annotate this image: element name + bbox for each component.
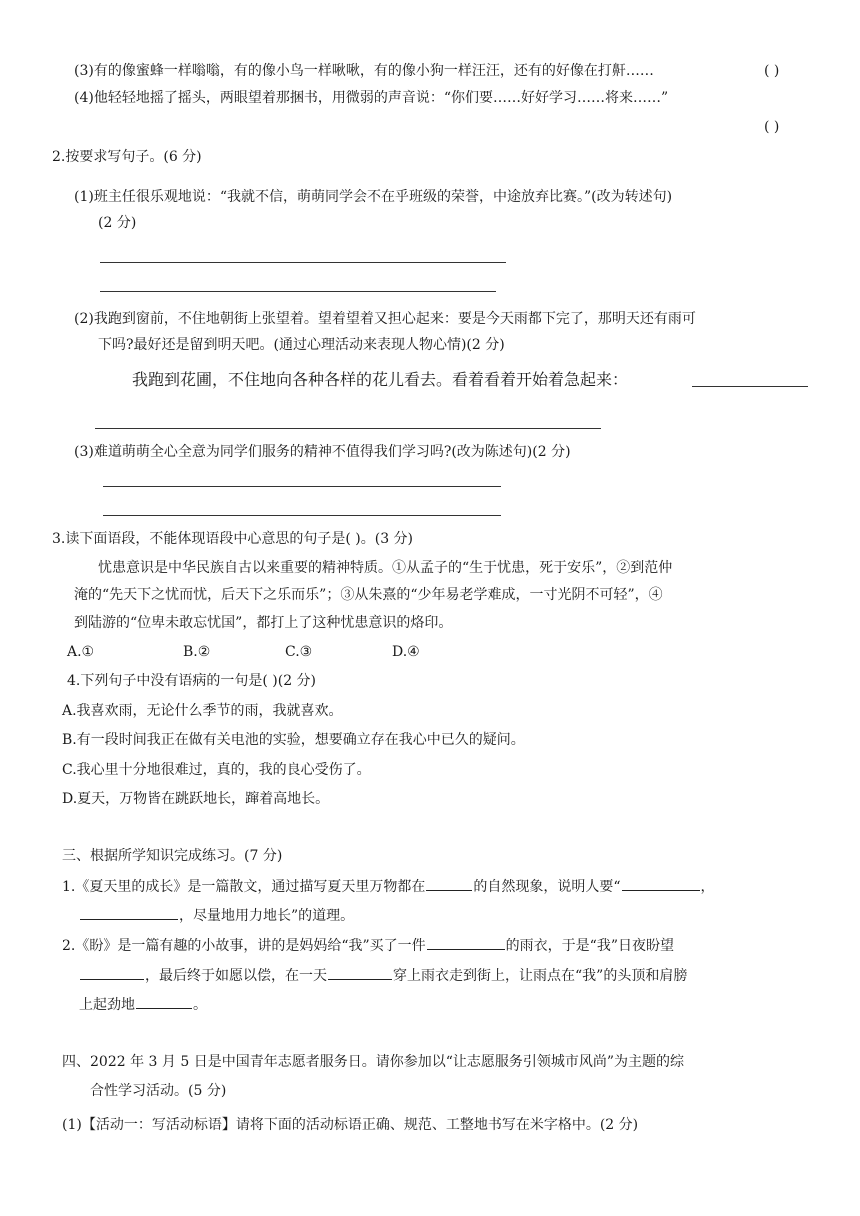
s3-q2-text-b: 的雨衣，于是“我”日夜盼望 <box>505 938 674 954</box>
s3-q1-line1 <box>62 876 715 897</box>
option-d: D.④ <box>392 644 420 660</box>
section-4-title-line2: 合性学习活动。(5 分) <box>90 1083 227 1099</box>
answer-line[interactable] <box>100 291 496 292</box>
question-3-title: 3.读下面语段，不能体现语段中心意思的句子是( )。(3 分) <box>52 531 414 547</box>
section-4-title-line1: 四、2022 年 3 月 5 日是中国青年志愿者服务日。请你参加以“让志愿服务引领城市风尚”为主题的综 <box>62 1054 685 1070</box>
q2-item1-line2: (2 分) <box>98 215 137 231</box>
q3-passage-line2: 淹的“先天下之忧而忧，后天下之乐而乐”；③从朱熹的“少年易老学难成，一寸光阴不可轻”，④ <box>74 587 663 603</box>
fill-blank[interactable] <box>426 876 472 891</box>
answer-line[interactable] <box>103 515 501 516</box>
s3-q2-text-e: 上起劲地 <box>79 997 135 1013</box>
fill-blank[interactable] <box>622 876 700 891</box>
q-item-3-text: (3)有的像蜜蜂一样嗡嗡，有的像小鸟一样啾啾，有的像小狗一样汪汪，还有的好像在打鼾…… <box>74 63 654 79</box>
q2-item2-line2: 下吗?最好还是留到明天吧。(通过心理活动来表现人物心情)(2 分) <box>98 337 505 353</box>
q3-passage-line1: 忧患意识是中华民族自古以来重要的精神特质。①从孟子的“生于忧患，死于安乐”，②到范仲 <box>98 560 673 576</box>
s3-q1-text-d: ，尽量地用力地长”的道理。 <box>179 908 355 924</box>
fill-blank[interactable] <box>427 935 505 950</box>
fill-blank[interactable] <box>80 905 178 920</box>
answer-line[interactable] <box>692 386 808 387</box>
section-3-title: 三、根据所学知识完成练习。(7 分) <box>62 848 283 864</box>
s3-q1-text-a: 1.《夏天里的成长》是一篇散文，通过描写夏天里万物都在 <box>62 879 426 895</box>
q3-passage-line3: 到陆游的“位卑未敢忘忧国”，都打上了这种忧患意识的烙印。 <box>74 615 453 631</box>
option-b: B.② <box>183 644 211 660</box>
q-item-4: (4)他轻轻地摇了摇头，两眼望着那捆书，用微弱的声音说：“你们要……好好学习……将来……” <box>74 90 669 106</box>
q4-option-a: A.我喜欢雨，无论什么季节的雨，我就喜欢。 <box>62 703 343 719</box>
s3-q2-line1 <box>62 935 674 956</box>
answer-paren-4: ( ) <box>764 119 780 135</box>
s3-q1-line2 <box>79 905 354 926</box>
s3-q2-text-a: 2.《盼》是一篇有趣的小故事，讲的是妈妈给“我”买了一件 <box>62 938 426 954</box>
s3-q1-text-c: ， <box>700 879 715 895</box>
answer-paren-3: ( ) <box>764 63 780 79</box>
q4-option-b: B.有一段时间我正在做有关电池的实验，想要确立存在我心中已久的疑问。 <box>62 732 525 748</box>
answer-line[interactable] <box>103 486 501 487</box>
q2-item3: (3)难道萌萌全心全意为同学们服务的精神不值得我们学习吗?(改为陈述句)(2 分) <box>74 444 571 460</box>
answer-line[interactable] <box>95 428 601 429</box>
s3-q2-text-c: ，最后终于如愿以偿，在一天 <box>145 968 327 984</box>
q-item-3 <box>74 61 654 81</box>
option-c: C.③ <box>285 644 313 660</box>
q4-option-d: D.夏天，万物皆在跳跃地长，蹿着高地长。 <box>62 791 330 807</box>
s3-q2-line2 <box>79 965 687 986</box>
s3-q2-text-d: 穿上雨衣走到街上，让雨点在“我”的头顶和肩膀 <box>393 968 688 984</box>
s3-q2-text-f: 。 <box>193 997 207 1013</box>
option-a: A.① <box>67 644 95 660</box>
fill-blank[interactable] <box>328 965 392 980</box>
s4-item1: (1)【活动一：写活动标语】请将下面的活动标语正确、规范、工整地书写在米字格中。(2 分) <box>62 1117 639 1133</box>
answer-line[interactable] <box>100 262 506 263</box>
q2-item2-prompt: 我跑到花圃，不住地向各种各样的花儿看去。看着看着开始着急起来： <box>132 370 629 389</box>
question-4-title: 4.下列句子中没有语病的一句是( )(2 分) <box>67 673 317 689</box>
question-2-title: 2.按要求写句子。(6 分) <box>52 149 202 165</box>
s3-q2-line3 <box>79 994 207 1015</box>
fill-blank[interactable] <box>136 994 192 1009</box>
q4-option-c: C.我心里十分地很难过，真的，我的良心受伤了。 <box>62 762 371 778</box>
q2-item2-line1: (2)我跑到窗前，不住地朝街上张望着。望着望着又担心起来：要是今天雨都下完了，那明天还有雨可 <box>74 311 696 327</box>
q2-item1-line1: (1)班主任很乐观地说：“我就不信，萌萌同学会不在乎班级的荣誉，中途放弃比赛。”(改为转述句) <box>74 189 673 205</box>
fill-blank[interactable] <box>80 965 144 980</box>
s3-q1-text-b: 的自然现象，说明人要“ <box>473 879 621 895</box>
